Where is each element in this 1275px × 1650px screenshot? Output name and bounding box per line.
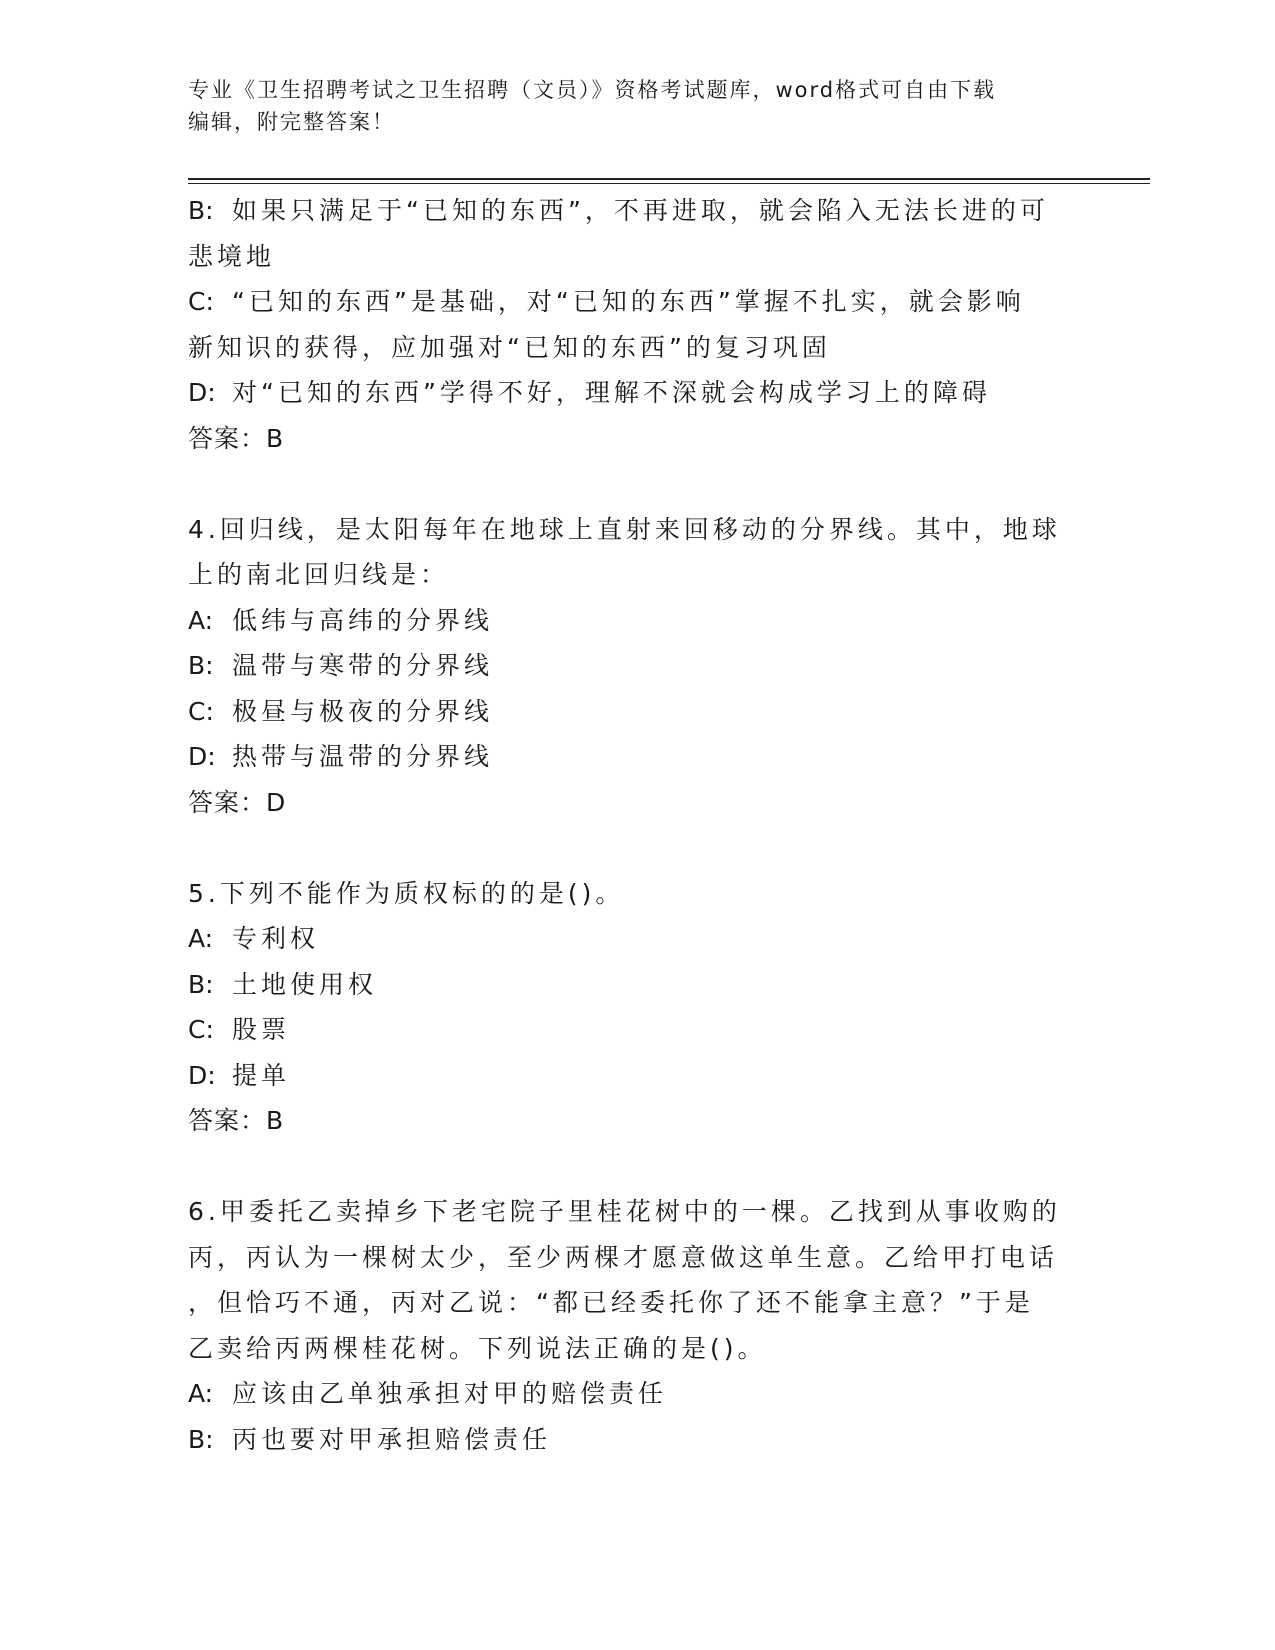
option-b: B: 土地使用权 xyxy=(188,969,378,999)
question-6 xyxy=(188,1189,1088,1462)
answer: 答案：B xyxy=(188,1106,285,1135)
option-c: C: 股票 xyxy=(188,1015,291,1044)
document-header xyxy=(188,74,1088,138)
spacer xyxy=(188,461,1088,507)
option-a: A: 专利权 xyxy=(188,924,320,953)
option-d: D: 对“已知的东西”学得不好，理解不深就会构成学习上的障碍 xyxy=(188,378,991,407)
option-b: B: 温带与寒带的分界线 xyxy=(188,651,494,680)
document-body xyxy=(188,188,1088,1462)
option-a: A: 低纬与高纬的分界线 xyxy=(188,605,494,635)
option-b-cont: 悲境地 xyxy=(188,241,276,271)
question-stem: 5.下列不能作为质权标的的是()。 xyxy=(188,878,625,908)
question-4 xyxy=(188,507,1088,826)
option-d: D: 热带与温带的分界线 xyxy=(188,742,494,771)
option-c: C: 极昼与极夜的分界线 xyxy=(188,696,494,726)
answer: 答案：D xyxy=(188,787,287,817)
header-line-1: 专业《卫生招聘考试之卫生招聘（文员）》资格考试题库，word格式可自由下载 xyxy=(188,78,997,102)
option-c: C: “已知的东西”是基础，对“已知的东西”掌握不扎实，就会影响 xyxy=(188,287,1025,316)
question-stem-cont: ，但恰巧不通，丙对乙说：“都已经委托你了还不能拿主意？”于是 xyxy=(188,1288,1034,1317)
header-rule-thin xyxy=(188,183,1150,184)
spacer xyxy=(188,825,1088,871)
spacer xyxy=(188,1144,1088,1190)
option-b: B: 如果只满足于“已知的东西”，不再进取，就会陷入无法长进的可 xyxy=(188,196,1049,225)
option-a: A: 应该由乙单独承担对甲的赔偿责任 xyxy=(188,1379,668,1408)
answer: 答案：B xyxy=(188,423,285,453)
question-5 xyxy=(188,871,1088,1144)
question-3 xyxy=(188,188,1088,461)
question-stem: 6.甲委托乙卖掉乡下老宅院子里桂花树中的一棵。乙找到从事收购的 xyxy=(188,1197,1061,1226)
question-stem-cont: 丙，丙认为一棵树太少，至少两棵才愿意做这单生意。乙给甲打电话 xyxy=(188,1242,1059,1272)
question-stem-cont: 乙卖给丙两棵桂花树。下列说法正确的是()。 xyxy=(188,1333,767,1363)
option-d: D: 提单 xyxy=(188,1060,291,1090)
question-stem-cont: 上的南北回归线是： xyxy=(188,560,450,589)
option-c-cont: 新知识的获得，应加强对“已知的东西”的复习巩固 xyxy=(188,332,831,362)
header-rule-thick xyxy=(188,178,1150,180)
header-line-2: 编辑，附完整答案！ xyxy=(188,110,395,134)
question-stem: 4.回归线，是太阳每年在地球上直射来回移动的分界线。其中，地球 xyxy=(188,514,1061,544)
option-b: B: 丙也要对甲承担赔偿责任 xyxy=(188,1424,552,1454)
